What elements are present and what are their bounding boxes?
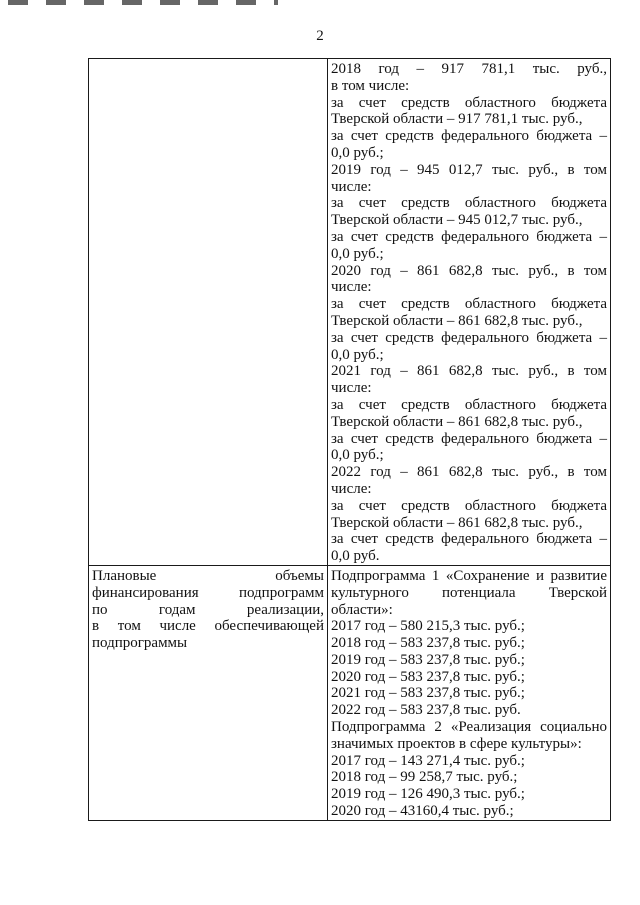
text-line: 2018 год – 917 781,1 тыс. руб., xyxy=(331,61,607,77)
text-line: 2017 год – 143 271,4 тыс. руб.; xyxy=(331,752,525,769)
text-line: за счет средств областного бюджета xyxy=(331,396,607,413)
text-line: числе: xyxy=(331,178,372,195)
text-line: Тверской области – 917 781,1 тыс. руб., xyxy=(331,111,583,128)
text-line: 2019 год – 945 012,7 тыс. руб., в том xyxy=(331,161,607,178)
text-line: 0,0 руб. xyxy=(331,548,380,565)
text-line: за счет средств федерального бюджета – xyxy=(331,128,607,145)
text-line: в том числе обеспечивающей xyxy=(92,618,324,635)
scan-edge-artifact xyxy=(8,0,278,5)
text-line: 2020 год – 43160,4 тыс. руб.; xyxy=(331,803,514,820)
text-line: 2017 год – 580 215,3 тыс. руб.; xyxy=(331,618,525,635)
text-line: 2019 год – 583 237,8 тыс. руб.; xyxy=(331,651,525,668)
table-row xyxy=(89,565,611,820)
text-line: Тверской области – 861 682,8 тыс. руб., xyxy=(331,312,583,329)
text-line: за счет средств федерального бюджета – xyxy=(331,430,607,447)
table-cell-label xyxy=(89,59,328,566)
text-line: числе: xyxy=(331,380,372,397)
text-line: культурного потенциала Тверской xyxy=(331,584,607,601)
page-number: 2 xyxy=(316,28,324,44)
text-line: 2021 год – 583 237,8 тыс. руб.; xyxy=(331,685,525,702)
text-line: финансирования подпрограмм xyxy=(92,584,324,601)
text-line: Тверской области – 861 682,8 тыс. руб., xyxy=(331,413,583,430)
text-line: числе: xyxy=(331,279,372,296)
text-line: значимых проектов в сфере культуры»: xyxy=(331,735,582,752)
table-row xyxy=(89,59,611,566)
text-line: подпрограммы xyxy=(92,635,188,652)
text-line: за счет средств областного бюджета xyxy=(331,94,607,111)
text-line: 2020 год – 583 237,8 тыс. руб.; xyxy=(331,668,525,685)
text-line: Подпрограмма 2 «Реализация социально xyxy=(331,719,607,736)
text-line: 2018 год – 583 237,8 тыс. руб.; xyxy=(331,635,525,652)
text-line: Плановые объемы xyxy=(92,567,324,584)
text-line: за счет средств федерального бюджета – xyxy=(331,329,607,346)
text-line: за счет средств федерального бюджета – xyxy=(331,228,607,245)
table-cell-content xyxy=(328,565,611,820)
text-line: Тверской области – 945 012,7 тыс. руб., xyxy=(331,212,583,229)
text-line: 2022 год – 583 237,8 тыс. руб. xyxy=(331,702,521,719)
text-line: области»: xyxy=(331,601,393,618)
document-table xyxy=(88,58,611,821)
table-cell-content xyxy=(328,59,611,566)
text-line: 2022 год – 861 682,8 тыс. руб., в том xyxy=(331,464,607,481)
text-line: за счет средств областного бюджета xyxy=(331,195,607,212)
text-line: Подпрограмма 1 «Сохранение и развитие xyxy=(331,567,607,584)
text-line: 0,0 руб.; xyxy=(331,245,384,262)
text-line: 2020 год – 861 682,8 тыс. руб., в том xyxy=(331,262,607,279)
text-line: 0,0 руб.; xyxy=(331,346,384,363)
text-line: за счет средств федерального бюджета – xyxy=(331,531,607,548)
text-line: 0,0 руб.; xyxy=(331,144,384,161)
text-line: в том числе: xyxy=(331,77,410,94)
text-line: за счет средств областного бюджета xyxy=(331,296,607,313)
text-line: 0,0 руб.; xyxy=(331,447,384,464)
text-line: числе: xyxy=(331,480,372,497)
table-cell-label xyxy=(89,565,328,820)
text-line: 2021 год – 861 682,8 тыс. руб., в том xyxy=(331,363,607,380)
text-line: 2019 год – 126 490,3 тыс. руб.; xyxy=(331,786,525,803)
text-line: Тверской области – 861 682,8 тыс. руб., xyxy=(331,514,583,531)
text-line: по годам реализации, xyxy=(92,601,324,618)
text-line: 2018 год – 99 258,7 тыс. руб.; xyxy=(331,769,518,786)
text-line: за счет средств областного бюджета xyxy=(331,497,607,514)
